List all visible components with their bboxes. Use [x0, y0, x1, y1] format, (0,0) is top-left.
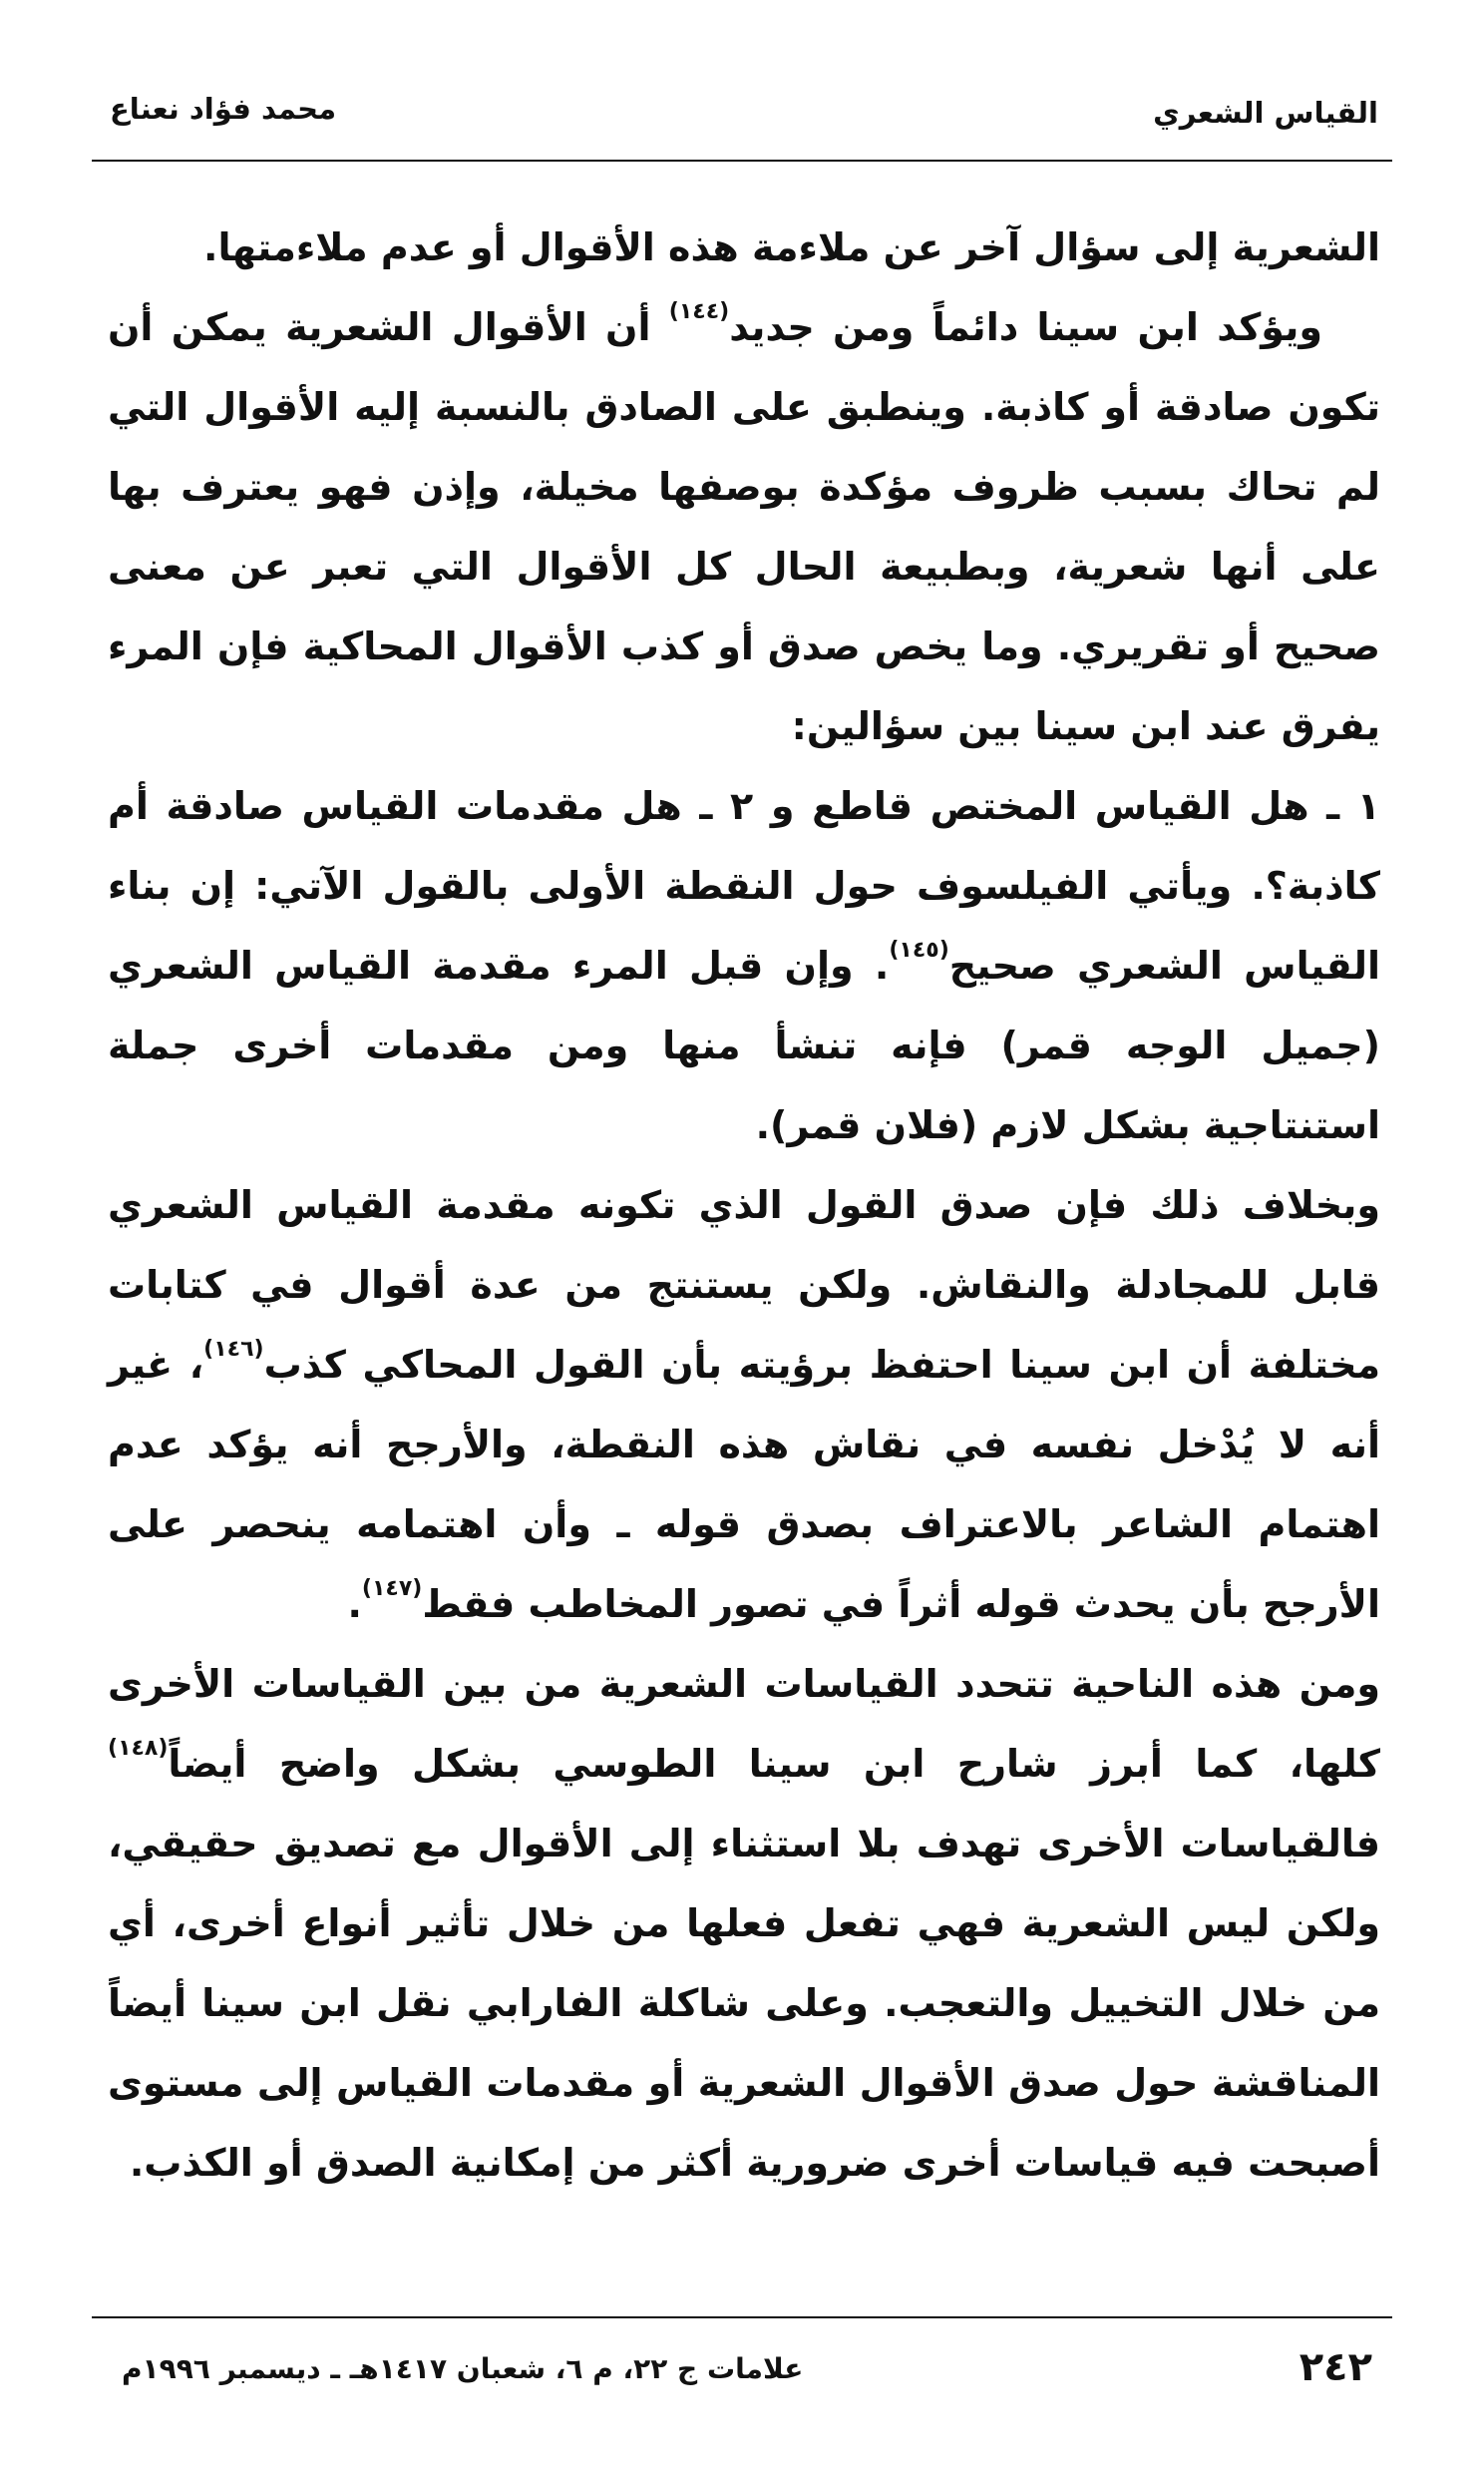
body-text: [108, 207, 1380, 2203]
paragraph-5: [108, 1644, 1380, 2203]
footnote-marker-148: (١٤٨): [108, 1736, 169, 1761]
footnote-marker-145: (١٤٥): [889, 938, 949, 963]
paragraph-2-text-b: أن الأقوال الشعرية يمكن أن تكون صادقة أو كاذبة. وينطبق على الصادق بالنسبة إليه الأقوال التي لم تحاك بسبب ظروف مؤكدة بوصفها مخيلة، وإذن فهو يعترف بها على أنها شعرية، وبطبيعة الحال كل الأقوال التي تعبر عن معنى صحيح أو تقريري. وما يخص صدق أو كذب الأقوال المحاكية فإن المرء يفرق عند ابن سينا بين سؤالين:: [108, 305, 1380, 748]
paragraph-4-text-c: .: [347, 1582, 362, 1626]
paragraph-3: [108, 766, 1380, 1165]
footer-rule: [92, 2316, 1392, 2318]
header-rule: [92, 160, 1392, 162]
paragraph-3-text-b: . وإن قبل المرء مقدمة القياس الشعري (جميل الوجه قمر) فإنه تنشأ منها ومن مقدمات أخرى جملة استنتاجية بشكل لازم (فلان قمر).: [108, 944, 1380, 1147]
footnote-marker-146: (١٤٦): [203, 1337, 264, 1362]
paragraph-1: [108, 207, 1380, 287]
paragraph-4: [108, 1165, 1380, 1644]
paragraph-5-text-a: ومن هذه الناحية تتحدد القياسات الشعرية من بين القياسات الأخرى كلها، كما أبرز شارح ابن سينا الطوسي بشكل واضح أيضاً: [108, 1662, 1380, 1786]
paragraph-1-text: الشعرية إلى سؤال آخر عن ملاءمة هذه الأقوال أو عدم ملاءمتها.: [203, 225, 1380, 269]
author-name: محمد فؤاد نعناع: [110, 92, 337, 126]
footnote-marker-147: (١٤٧): [361, 1576, 423, 1601]
page-header: [92, 82, 1392, 152]
page-number: ٢٤٢: [1298, 2344, 1372, 2390]
paragraph-5-text-b: فالقياسات الأخرى تهدف بلا استثناء إلى الأقوال مع تصديق حقيقي، ولكن ليس الشعرية فهي تفعل فعلها من خلال تأثير أنواع أخرى، أي من خلال التخييل والتعجب. وعلى شاكلة الفارابي نقل ابن سينا أيضاً المناقشة حول صدق الأقوال الشعرية أو مقدمات القياس إلى مستوى أصبحت فيه قياسات أخرى ضرورية أكثر من إمكانية الصدق أو الكذب.: [108, 1822, 1380, 2185]
running-title: القياس الشعري: [1153, 96, 1378, 130]
paragraph-3-text-a: ١ ـ هل القياس المختص قاطع و ٢ ـ هل مقدمات القياس صادقة أم كاذبة؟. ويأتي الفيلسوف حول النقطة الأولى بالقول الآتي: إن بناء القياس الشعري صحيح: [108, 784, 1380, 988]
footnote-marker-144: (١٤٤): [668, 299, 730, 324]
paragraph-4-text-a: وبخلاف ذلك فإن صدق القول الذي تكونه مقدمة القياس الشعري قابل للمجادلة والنقاش. ولكن يستنتج من عدة أقوال في كتابات مختلفة أن ابن سينا احتفظ برؤيته بأن القول المحاكي كذب: [108, 1183, 1381, 1387]
page-footer: [92, 2344, 1392, 2404]
paragraph-2-text-a: ويؤكد ابن سينا دائماً ومن جديد: [729, 305, 1323, 349]
paragraph-2: [108, 287, 1380, 766]
journal-info: علامات ج ٢٢، م ٦، شعبان ١٤١٧هـ ـ ديسمبر ١٩٩٦م: [122, 2352, 804, 2385]
paragraph-4-text-b: ، غير أنه لا يُدْخل نفسه في نقاش هذه النقطة، والأرجح أنه يؤكد عدم اهتمام الشاعر بالاعتراف بصدق قوله ـ وأن اهتمامه ينحصر على الأرجح بأن يحدث قوله أثراً في تصور المخاطب فقط: [108, 1343, 1380, 1626]
